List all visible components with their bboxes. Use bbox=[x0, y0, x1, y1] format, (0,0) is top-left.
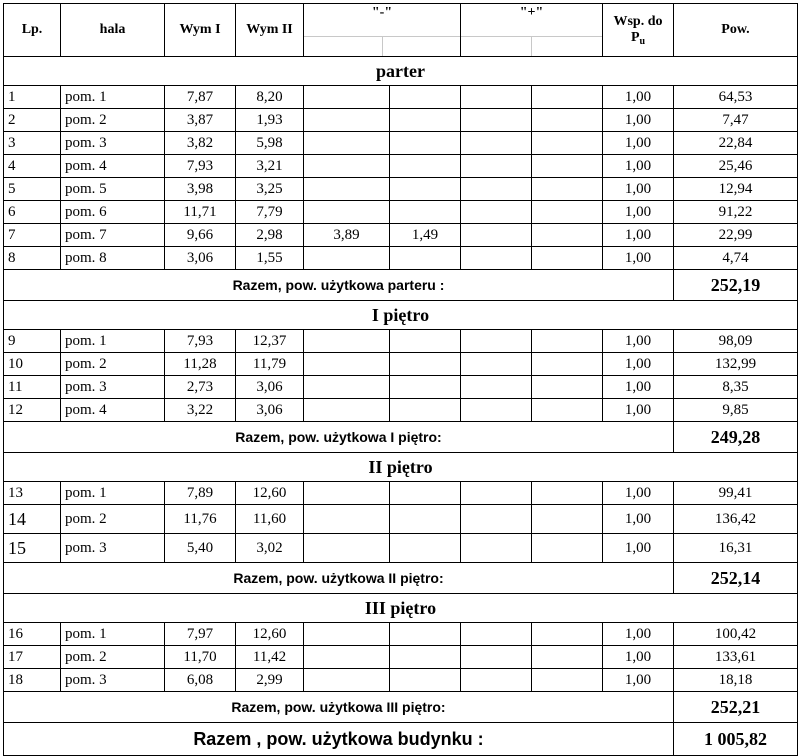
cell-pow: 136,42 bbox=[674, 505, 798, 534]
table-row bbox=[4, 399, 798, 422]
cell-hala: pom. 5 bbox=[61, 178, 165, 201]
cell-pow: 22,99 bbox=[674, 224, 798, 247]
header-plus-group bbox=[461, 4, 603, 57]
cell-hala: pom. 3 bbox=[61, 669, 165, 692]
cell-lp: 7 bbox=[4, 224, 61, 247]
cell-plus-1 bbox=[461, 155, 532, 178]
cell-minus-1 bbox=[304, 109, 390, 132]
cell-wym1: 11,76 bbox=[165, 505, 236, 534]
area-table bbox=[3, 3, 798, 756]
cell-plus-2 bbox=[532, 623, 603, 646]
table-row bbox=[4, 669, 798, 692]
cell-wym1: 6,08 bbox=[165, 669, 236, 692]
header-wsp-sub: u bbox=[639, 35, 646, 47]
cell-minus-2 bbox=[390, 155, 461, 178]
cell-wym2: 11,42 bbox=[236, 646, 304, 669]
table-row bbox=[4, 109, 798, 132]
cell-plus-1 bbox=[461, 482, 532, 505]
subtotal-label: Razem, pow. użytkowa I piętro: bbox=[4, 422, 674, 453]
cell-plus-2 bbox=[532, 353, 603, 376]
cell-hala: pom. 3 bbox=[61, 534, 165, 563]
cell-plus-1 bbox=[461, 505, 532, 534]
header-plus: "+" bbox=[461, 4, 602, 37]
cell-hala: pom. 4 bbox=[61, 399, 165, 422]
section-header bbox=[4, 57, 798, 86]
cell-wym2: 12,60 bbox=[236, 623, 304, 646]
cell-wym1: 2,73 bbox=[165, 376, 236, 399]
cell-wsp: 1,00 bbox=[603, 669, 674, 692]
cell-wsp: 1,00 bbox=[603, 330, 674, 353]
cell-plus-2 bbox=[532, 330, 603, 353]
cell-minus-2 bbox=[390, 376, 461, 399]
cell-hala: pom. 2 bbox=[61, 109, 165, 132]
cell-plus-1 bbox=[461, 646, 532, 669]
cell-wym1: 5,40 bbox=[165, 534, 236, 563]
cell-plus-1 bbox=[461, 201, 532, 224]
cell-wsp: 1,00 bbox=[603, 376, 674, 399]
cell-lp: 6 bbox=[4, 201, 61, 224]
header-minus-group bbox=[304, 4, 461, 57]
cell-wym2: 7,79 bbox=[236, 201, 304, 224]
cell-plus-2 bbox=[532, 505, 603, 534]
table-row bbox=[4, 646, 798, 669]
cell-wsp: 1,00 bbox=[603, 399, 674, 422]
cell-plus-1 bbox=[461, 109, 532, 132]
cell-lp: 18 bbox=[4, 669, 61, 692]
cell-minus-2 bbox=[390, 178, 461, 201]
cell-pow: 7,47 bbox=[674, 109, 798, 132]
cell-wsp: 1,00 bbox=[603, 353, 674, 376]
cell-minus-2 bbox=[390, 353, 461, 376]
cell-plus-2 bbox=[532, 109, 603, 132]
cell-lp: 11 bbox=[4, 376, 61, 399]
cell-wsp: 1,00 bbox=[603, 109, 674, 132]
cell-wsp: 1,00 bbox=[603, 132, 674, 155]
cell-wsp: 1,00 bbox=[603, 623, 674, 646]
cell-wym1: 11,71 bbox=[165, 201, 236, 224]
cell-wsp: 1,00 bbox=[603, 247, 674, 270]
cell-minus-1 bbox=[304, 247, 390, 270]
table-row bbox=[4, 132, 798, 155]
cell-pow: 16,31 bbox=[674, 534, 798, 563]
table-row bbox=[4, 482, 798, 505]
cell-wym2: 3,02 bbox=[236, 534, 304, 563]
cell-wym2: 3,06 bbox=[236, 376, 304, 399]
cell-wym1: 7,93 bbox=[165, 330, 236, 353]
cell-minus-1 bbox=[304, 155, 390, 178]
cell-minus-1 bbox=[304, 399, 390, 422]
cell-hala: pom. 1 bbox=[61, 482, 165, 505]
table-row bbox=[4, 505, 798, 534]
header-row bbox=[4, 4, 798, 57]
cell-wsp: 1,00 bbox=[603, 178, 674, 201]
cell-plus-1 bbox=[461, 132, 532, 155]
cell-minus-2 bbox=[390, 669, 461, 692]
cell-hala: pom. 3 bbox=[61, 376, 165, 399]
cell-pow: 9,85 bbox=[674, 399, 798, 422]
cell-wym2: 12,37 bbox=[236, 330, 304, 353]
cell-wsp: 1,00 bbox=[603, 86, 674, 109]
cell-wym1: 9,66 bbox=[165, 224, 236, 247]
table-row bbox=[4, 224, 798, 247]
cell-wym1: 3,87 bbox=[165, 109, 236, 132]
cell-wym1: 11,28 bbox=[165, 353, 236, 376]
table-row bbox=[4, 155, 798, 178]
cell-minus-2 bbox=[390, 623, 461, 646]
cell-minus-1 bbox=[304, 201, 390, 224]
cell-lp: 17 bbox=[4, 646, 61, 669]
header-lp: Lp. bbox=[4, 4, 61, 57]
cell-pow: 99,41 bbox=[674, 482, 798, 505]
cell-hala: pom. 7 bbox=[61, 224, 165, 247]
cell-wym2: 3,25 bbox=[236, 178, 304, 201]
subtotal-value: 252,19 bbox=[674, 270, 798, 301]
cell-wsp: 1,00 bbox=[603, 505, 674, 534]
cell-minus-1 bbox=[304, 482, 390, 505]
table-row bbox=[4, 86, 798, 109]
cell-minus-2 bbox=[390, 505, 461, 534]
total-row bbox=[4, 723, 798, 756]
cell-wym1: 7,87 bbox=[165, 86, 236, 109]
section-header bbox=[4, 453, 798, 482]
cell-wym1: 7,97 bbox=[165, 623, 236, 646]
cell-lp: 15 bbox=[4, 534, 61, 563]
cell-pow: 4,74 bbox=[674, 247, 798, 270]
cell-minus-2 bbox=[390, 646, 461, 669]
cell-wym1: 7,93 bbox=[165, 155, 236, 178]
cell-wsp: 1,00 bbox=[603, 224, 674, 247]
cell-minus-2 bbox=[390, 399, 461, 422]
cell-minus-2 bbox=[390, 201, 461, 224]
table-row bbox=[4, 534, 798, 563]
cell-plus-2 bbox=[532, 224, 603, 247]
cell-lp: 14 bbox=[4, 505, 61, 534]
cell-pow: 132,99 bbox=[674, 353, 798, 376]
cell-wym2: 1,55 bbox=[236, 247, 304, 270]
cell-plus-1 bbox=[461, 247, 532, 270]
header-wym1: Wym I bbox=[165, 4, 236, 57]
cell-minus-2 bbox=[390, 330, 461, 353]
cell-pow: 64,53 bbox=[674, 86, 798, 109]
cell-minus-2: 1,49 bbox=[390, 224, 461, 247]
table-row bbox=[4, 353, 798, 376]
subtotal-row bbox=[4, 270, 798, 301]
cell-hala: pom. 6 bbox=[61, 201, 165, 224]
cell-plus-1 bbox=[461, 399, 532, 422]
cell-minus-1 bbox=[304, 178, 390, 201]
section-title: I piętro bbox=[4, 301, 798, 330]
cell-lp: 9 bbox=[4, 330, 61, 353]
cell-minus-1 bbox=[304, 505, 390, 534]
subtotal-row bbox=[4, 563, 798, 594]
cell-wym1: 7,89 bbox=[165, 482, 236, 505]
cell-plus-2 bbox=[532, 646, 603, 669]
cell-minus-2 bbox=[390, 109, 461, 132]
cell-minus-1 bbox=[304, 534, 390, 563]
cell-plus-2 bbox=[532, 669, 603, 692]
cell-plus-1 bbox=[461, 330, 532, 353]
cell-plus-2 bbox=[532, 247, 603, 270]
cell-minus-1 bbox=[304, 376, 390, 399]
cell-plus-2 bbox=[532, 132, 603, 155]
cell-hala: pom. 1 bbox=[61, 330, 165, 353]
cell-plus-2 bbox=[532, 178, 603, 201]
total-label: Razem , pow. użytkowa budynku : bbox=[4, 723, 674, 756]
cell-pow: 91,22 bbox=[674, 201, 798, 224]
cell-hala: pom. 8 bbox=[61, 247, 165, 270]
cell-minus-1 bbox=[304, 646, 390, 669]
cell-plus-1 bbox=[461, 353, 532, 376]
cell-wym2: 11,60 bbox=[236, 505, 304, 534]
cell-wsp: 1,00 bbox=[603, 534, 674, 563]
cell-pow: 98,09 bbox=[674, 330, 798, 353]
cell-pow: 18,18 bbox=[674, 669, 798, 692]
cell-lp: 2 bbox=[4, 109, 61, 132]
cell-lp: 12 bbox=[4, 399, 61, 422]
cell-plus-1 bbox=[461, 534, 532, 563]
header-hala: hala bbox=[61, 4, 165, 57]
cell-plus-2 bbox=[532, 201, 603, 224]
cell-wym2: 11,79 bbox=[236, 353, 304, 376]
cell-hala: pom. 4 bbox=[61, 155, 165, 178]
section-header bbox=[4, 594, 798, 623]
header-wsp bbox=[603, 4, 674, 57]
header-minus: "-" bbox=[304, 4, 460, 37]
cell-hala: pom. 3 bbox=[61, 132, 165, 155]
cell-plus-1 bbox=[461, 669, 532, 692]
cell-wym2: 2,99 bbox=[236, 669, 304, 692]
total-value: 1 005,82 bbox=[674, 723, 798, 756]
subtotal-label: Razem, pow. użytkowa III piętro: bbox=[4, 692, 674, 723]
table-row bbox=[4, 178, 798, 201]
cell-lp: 10 bbox=[4, 353, 61, 376]
cell-wym1: 11,70 bbox=[165, 646, 236, 669]
cell-wym1: 3,82 bbox=[165, 132, 236, 155]
cell-plus-2 bbox=[532, 399, 603, 422]
cell-wym2: 5,98 bbox=[236, 132, 304, 155]
cell-hala: pom. 1 bbox=[61, 86, 165, 109]
cell-pow: 22,84 bbox=[674, 132, 798, 155]
cell-wym1: 3,22 bbox=[165, 399, 236, 422]
section-title: II piętro bbox=[4, 453, 798, 482]
cell-lp: 16 bbox=[4, 623, 61, 646]
subtotal-value: 252,14 bbox=[674, 563, 798, 594]
header-wsp-p: P bbox=[630, 29, 640, 45]
subtotal-row bbox=[4, 422, 798, 453]
cell-wym2: 1,93 bbox=[236, 109, 304, 132]
cell-hala: pom. 1 bbox=[61, 623, 165, 646]
cell-wym2: 12,60 bbox=[236, 482, 304, 505]
section-title: parter bbox=[4, 57, 798, 86]
cell-plus-2 bbox=[532, 376, 603, 399]
cell-minus-1 bbox=[304, 132, 390, 155]
cell-pow: 12,94 bbox=[674, 178, 798, 201]
header-wym2: Wym II bbox=[236, 4, 304, 57]
cell-hala: pom. 2 bbox=[61, 353, 165, 376]
cell-lp: 3 bbox=[4, 132, 61, 155]
cell-minus-1 bbox=[304, 86, 390, 109]
cell-minus-1 bbox=[304, 669, 390, 692]
header-pow: Pow. bbox=[674, 4, 798, 57]
cell-hala: pom. 2 bbox=[61, 646, 165, 669]
cell-wym2: 2,98 bbox=[236, 224, 304, 247]
header-wsp-line1: Wsp. do bbox=[613, 13, 663, 29]
cell-wym2: 8,20 bbox=[236, 86, 304, 109]
cell-plus-2 bbox=[532, 482, 603, 505]
table-body bbox=[4, 57, 798, 756]
section-header bbox=[4, 301, 798, 330]
cell-minus-1 bbox=[304, 330, 390, 353]
cell-hala: pom. 2 bbox=[61, 505, 165, 534]
cell-plus-1 bbox=[461, 623, 532, 646]
cell-plus-1 bbox=[461, 86, 532, 109]
cell-lp: 4 bbox=[4, 155, 61, 178]
cell-lp: 8 bbox=[4, 247, 61, 270]
subtotal-row bbox=[4, 692, 798, 723]
cell-wym2: 3,21 bbox=[236, 155, 304, 178]
cell-lp: 13 bbox=[4, 482, 61, 505]
cell-wym2: 3,06 bbox=[236, 399, 304, 422]
subtotal-value: 252,21 bbox=[674, 692, 798, 723]
cell-lp: 1 bbox=[4, 86, 61, 109]
cell-lp: 5 bbox=[4, 178, 61, 201]
cell-plus-1 bbox=[461, 376, 532, 399]
table-row bbox=[4, 376, 798, 399]
table-row bbox=[4, 201, 798, 224]
cell-plus-2 bbox=[532, 155, 603, 178]
cell-minus-1 bbox=[304, 353, 390, 376]
cell-wym1: 3,98 bbox=[165, 178, 236, 201]
subtotal-value: 249,28 bbox=[674, 422, 798, 453]
table-row bbox=[4, 330, 798, 353]
subtotal-label: Razem, pow. użytkowa parteru : bbox=[4, 270, 674, 301]
table-row bbox=[4, 247, 798, 270]
cell-minus-2 bbox=[390, 534, 461, 563]
cell-plus-2 bbox=[532, 534, 603, 563]
cell-plus-2 bbox=[532, 86, 603, 109]
section-title: III piętro bbox=[4, 594, 798, 623]
cell-pow: 133,61 bbox=[674, 646, 798, 669]
cell-wsp: 1,00 bbox=[603, 646, 674, 669]
cell-minus-2 bbox=[390, 247, 461, 270]
cell-plus-1 bbox=[461, 224, 532, 247]
cell-minus-2 bbox=[390, 482, 461, 505]
cell-pow: 8,35 bbox=[674, 376, 798, 399]
cell-pow: 25,46 bbox=[674, 155, 798, 178]
cell-wym1: 3,06 bbox=[165, 247, 236, 270]
cell-wsp: 1,00 bbox=[603, 155, 674, 178]
table-row bbox=[4, 623, 798, 646]
cell-plus-1 bbox=[461, 178, 532, 201]
cell-pow: 100,42 bbox=[674, 623, 798, 646]
cell-wsp: 1,00 bbox=[603, 482, 674, 505]
cell-minus-2 bbox=[390, 132, 461, 155]
cell-minus-1 bbox=[304, 623, 390, 646]
cell-minus-1: 3,89 bbox=[304, 224, 390, 247]
cell-wsp: 1,00 bbox=[603, 201, 674, 224]
cell-minus-2 bbox=[390, 86, 461, 109]
subtotal-label: Razem, pow. użytkowa II piętro: bbox=[4, 563, 674, 594]
